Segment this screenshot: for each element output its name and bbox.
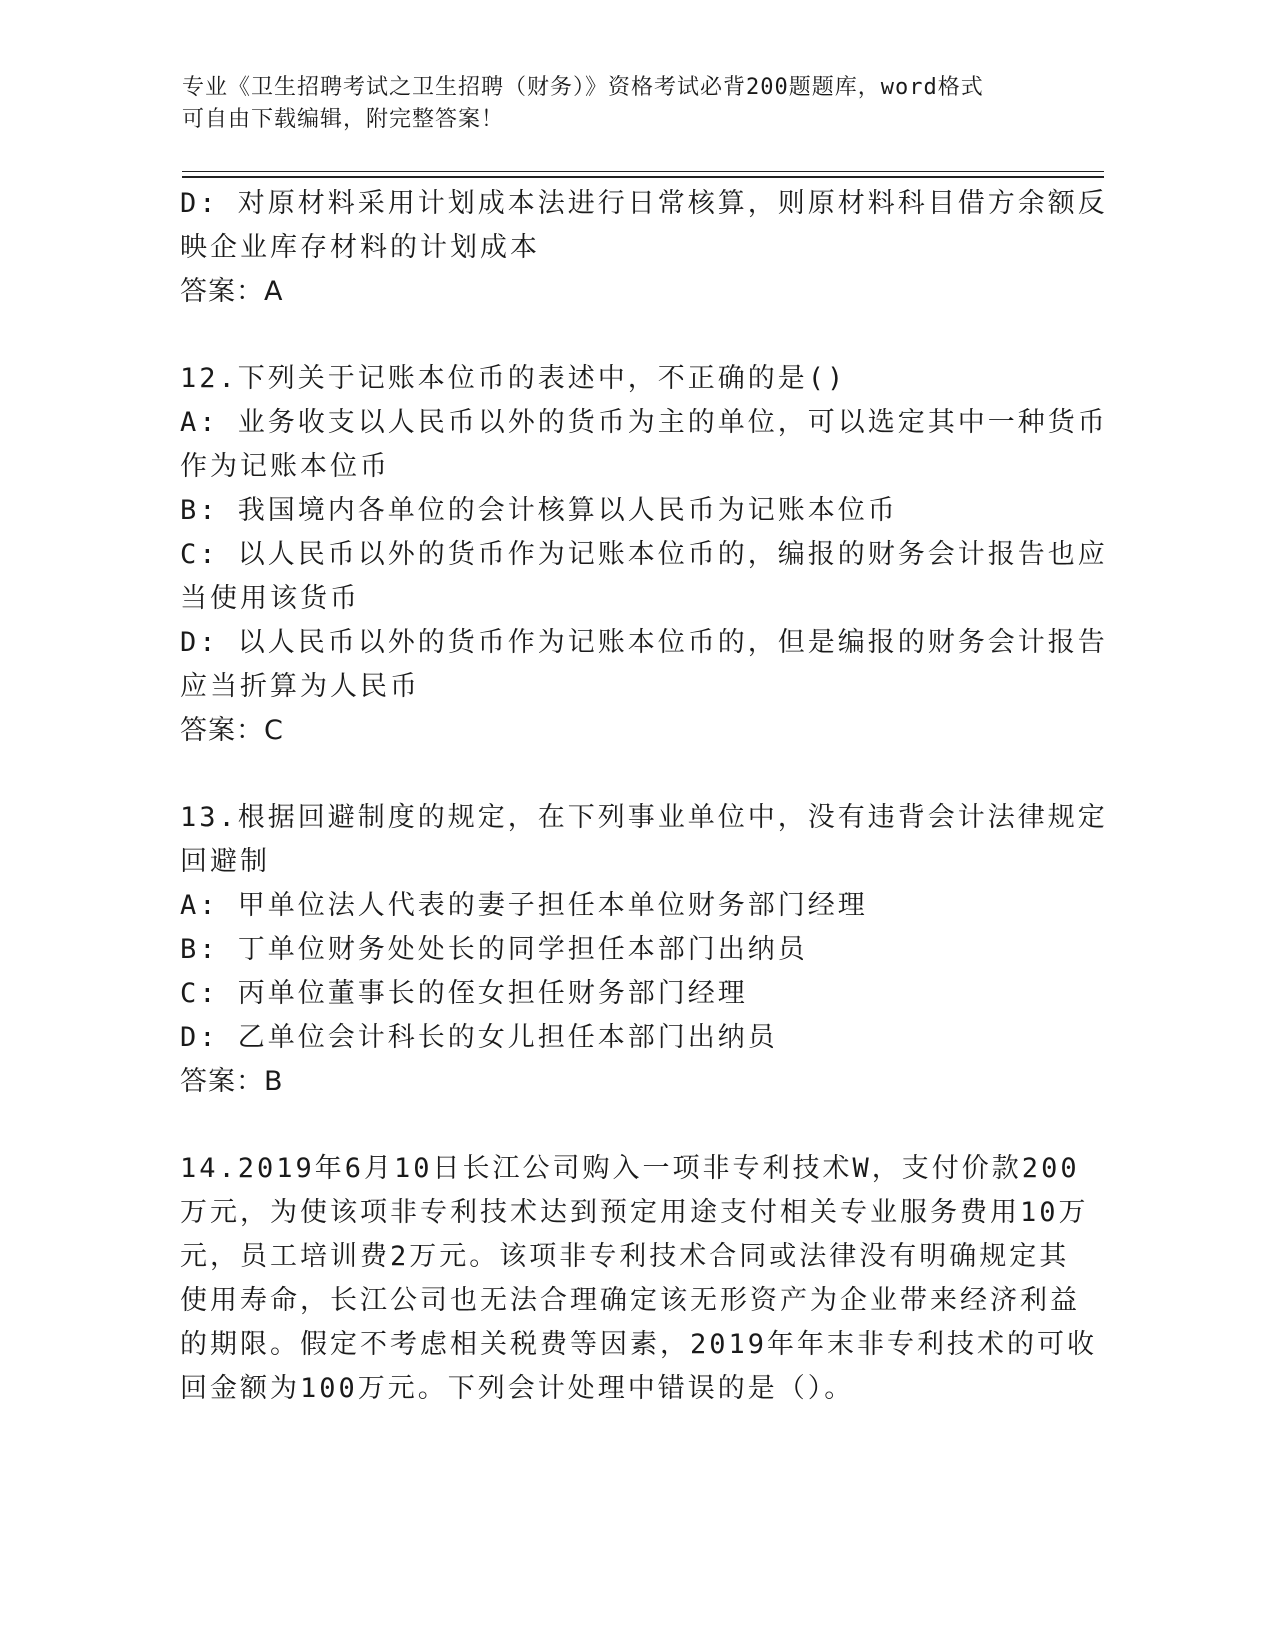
question-stem-line-6: 回金额为100万元。下列会计处理中错误的是（）。 bbox=[180, 1373, 855, 1404]
option-b: B: 我国境内各单位的会计核算以人民币为记账本位币 bbox=[180, 495, 898, 526]
option-d-line-1: D: 以人民币以外的货币作为记账本位币的，但是编报的财务会计报告 bbox=[180, 627, 1108, 658]
answer-line: 答案：C bbox=[180, 715, 284, 746]
option-a-line-1: A: 业务收支以人民币以外的货币为主的单位，可以选定其中一种货币 bbox=[180, 407, 1108, 438]
question-stem-line-2: 回避制 bbox=[180, 846, 270, 877]
question-stem-line-4: 使用寿命，长江公司也无法合理确定该无形资产为企业带来经济利益 bbox=[180, 1285, 1080, 1316]
option-d: D: 乙单位会计科长的女儿担任本部门出纳员 bbox=[180, 1022, 778, 1053]
option-a: A: 甲单位法人代表的妻子担任本单位财务部门经理 bbox=[180, 890, 868, 921]
question-stem-line-1: 13.根据回避制度的规定，在下列事业单位中，没有违背会计法律规定 bbox=[180, 802, 1108, 833]
question-stem-line-2: 万元，为使该项非专利技术达到预定用途支付相关专业服务费用10万 bbox=[180, 1197, 1089, 1228]
option-b: B: 丁单位财务处处长的同学担任本部门出纳员 bbox=[180, 934, 808, 965]
spacer bbox=[180, 753, 1060, 796]
answer-line: 答案：B bbox=[180, 1066, 284, 1097]
question-stem-line-5: 的期限。假定不考虑相关税费等因素，2019年年末非专利技术的可收 bbox=[180, 1329, 1098, 1360]
question-stem-line-1: 14.2019年6月10日长江公司购入一项非专利技术W，支付价款200 bbox=[180, 1153, 1080, 1184]
option-d-line-1: D: 对原材料采用计划成本法进行日常核算，则原材料科目借方余额反 bbox=[180, 188, 1108, 219]
document-header bbox=[182, 72, 1042, 136]
question-14 bbox=[180, 1147, 1098, 1411]
option-c-line-1: C: 以人民币以外的货币作为记账本位币的，编报的财务会计报告也应 bbox=[180, 539, 1108, 570]
question-stem: 12.下列关于记账本位币的表述中，不正确的是() bbox=[180, 363, 847, 394]
header-title-line-1: 专业《卫生招聘考试之卫生招聘（财务）》资格考试必背200题题库，word格式 bbox=[182, 75, 984, 100]
header-divider-thin bbox=[182, 171, 1104, 172]
header-title-line-2: 可自由下载编辑，附完整答案！ bbox=[182, 107, 505, 132]
option-a-line-2: 作为记账本位币 bbox=[180, 451, 390, 482]
question-13 bbox=[180, 796, 1108, 1104]
question-content bbox=[180, 182, 1108, 1411]
option-c-line-2: 当使用该货币 bbox=[180, 583, 360, 614]
spacer bbox=[180, 1104, 1060, 1147]
spacer bbox=[180, 314, 1060, 357]
option-d-line-2: 映企业库存材料的计划成本 bbox=[180, 232, 540, 263]
option-c: C: 丙单位董事长的侄女担任财务部门经理 bbox=[180, 978, 748, 1009]
option-d-line-2: 应当折算为人民币 bbox=[180, 671, 420, 702]
previous-question-fragment bbox=[180, 182, 1108, 314]
answer-line: 答案：A bbox=[180, 276, 284, 307]
header-divider-thick bbox=[182, 176, 1104, 178]
question-12 bbox=[180, 357, 1108, 753]
question-stem-line-3: 元，员工培训费2万元。该项非专利技术合同或法律没有明确规定其 bbox=[180, 1241, 1070, 1272]
